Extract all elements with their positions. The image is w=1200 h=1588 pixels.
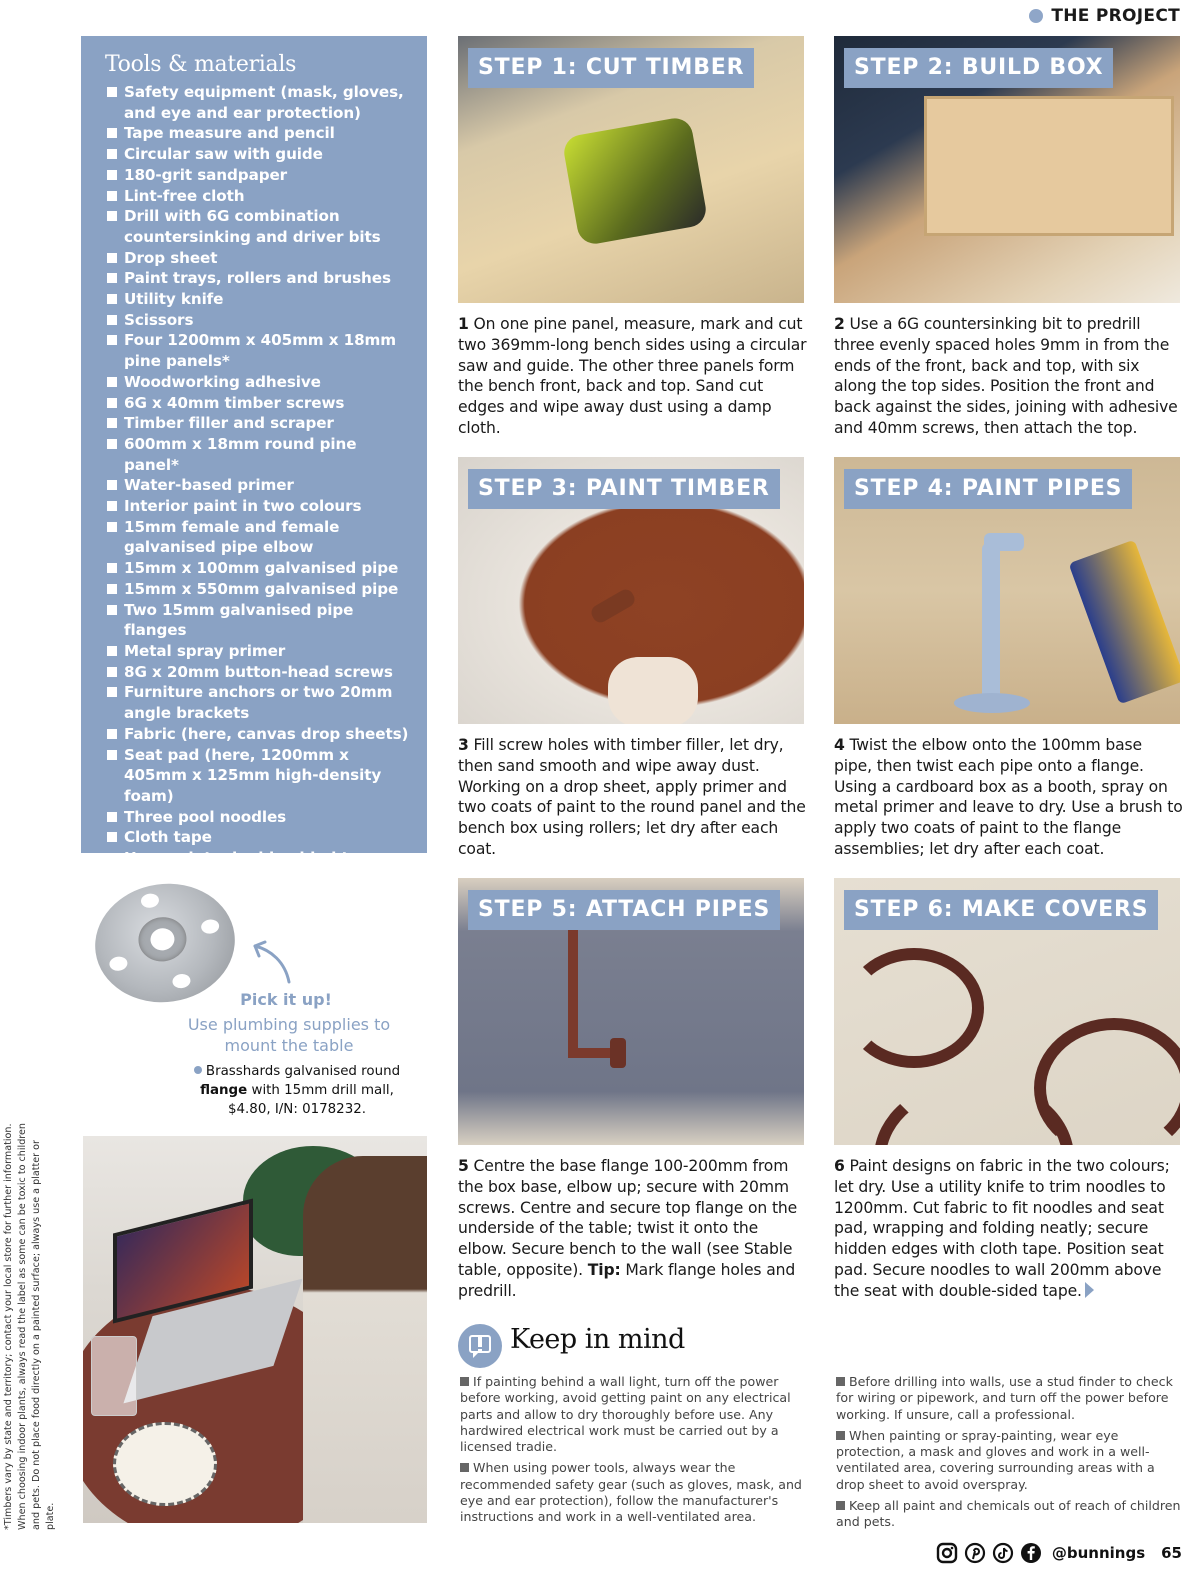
tools-item: Fabric (here, canvas drop sheets) (105, 724, 413, 745)
pinterest-icon[interactable] (964, 1542, 986, 1564)
keep-in-mind-col-1 (460, 1374, 810, 1531)
safety-tip: When painting or spray-painting, wear eye protection, a mask and gloves and work in a well-ventilated area, covering surrounding areas with a drop sheet to avoid overspray. (836, 1427, 1155, 1492)
tiktok-icon[interactable] (992, 1542, 1014, 1564)
step-3-text: 3 Fill screw holes with timber filler, let dry, then sand smooth and wipe away dust. Working on a drop sheet, apply primer and two coats of paint to the round panel and the bench box using rollers; let dry after each coat. (458, 736, 806, 858)
tools-item: Drill with 6G combination countersinking and driver bits (105, 206, 413, 247)
square-bullet-icon (836, 1501, 845, 1510)
page-footer (936, 1542, 1182, 1564)
safety-tip: When using power tools, always wear the recommended safety gear (such as gloves, mask, and eye and ear protection), follow the manufacturer's instructions and work in a well-ventilated area. (460, 1460, 802, 1525)
bullet-dot-icon (194, 1066, 202, 1074)
dot-icon (1029, 9, 1043, 23)
tools-item: Water-based primer (105, 475, 413, 496)
tools-item: 15mm x 550mm galvanised pipe (105, 579, 413, 600)
tools-item: 6G x 40mm timber screws (105, 393, 413, 414)
safety-tip: If painting behind a wall light, turn off the power before working, avoid getting paint on any electrical parts and allow to dry thoroughly before use. Any hardwired electrical work must be carried out by a licensed tradie. (460, 1374, 791, 1455)
section-tag-label: THE PROJECT (1051, 6, 1180, 26)
social-handle[interactable]: @bunnings (1051, 1544, 1146, 1562)
step-4-label: STEP 4: PAINT PIPES (844, 469, 1132, 509)
step-4-text: 4 Twist the elbow onto the 100mm base pipe, then twist each pipe onto a flange. Using a cardboard box as a booth, spray on metal primer and leave to dry. Use a brush to apply two coats of paint to the flange assemblies; let dry after each coat. (834, 736, 1183, 858)
disclaimer-line: When choosing indoor plants, always read the label as some can be toxic to children (17, 1122, 28, 1530)
step-3-label: STEP 3: PAINT TIMBER (468, 469, 780, 509)
step-5-label: STEP 5: ATTACH PIPES (468, 890, 780, 930)
product-name-bold: flange (200, 1083, 248, 1098)
square-bullet-icon (460, 1377, 469, 1386)
step-6-photo (834, 878, 1180, 1145)
tools-item: Drop sheet (105, 248, 413, 269)
tools-item: Utility knife (105, 289, 413, 310)
step-2-text: 2 Use a 6G countersinking bit to predrill three evenly spaced holes 9mm in from the ends of the front, back and top, with six along the top sides. Position the front and back against the sides, joining with adhesive and 40mm screws, then attach the top. (834, 315, 1178, 437)
tools-item: Scissors (105, 310, 413, 331)
tools-item: Woodworking adhesive (105, 372, 413, 393)
step-2-photo (834, 36, 1180, 303)
tools-item: Metal spray primer (105, 641, 413, 662)
tools-item: 180-grit sandpaper (105, 165, 413, 186)
tools-item: Four 1200mm x 405mm x 18mm pine panels* (105, 330, 413, 371)
step-4-photo (834, 457, 1180, 724)
square-bullet-icon (460, 1463, 469, 1472)
tools-item: 8G x 20mm button-head screws (105, 662, 413, 683)
square-bullet-icon (836, 1431, 845, 1440)
tools-list (105, 82, 413, 869)
step-2-label: STEP 2: BUILD BOX (844, 48, 1113, 88)
keep-in-mind-col-2 (836, 1374, 1186, 1536)
tools-item: Safety equipment (mask, gloves, and eye and ear protection) (105, 82, 413, 123)
tools-item: Heavy-duty double-sided tape (105, 848, 413, 869)
square-bullet-icon (836, 1377, 845, 1386)
step-1-label: STEP 1: CUT TIMBER (468, 48, 754, 88)
promo-title: Pick it up! (240, 990, 332, 1009)
safety-tip: Before drilling into walls, use a stud finder to check for wiring or pipework, and turn off the power before working. If unsure, call a professional. (836, 1374, 1173, 1422)
tools-item: Timber filler and scraper (105, 413, 413, 434)
tools-item: 15mm female and female galvanised pipe elbow (105, 517, 413, 558)
curved-arrow-icon (241, 932, 301, 992)
tools-item: Seat pad (here, 1200mm x 405mm x 125mm high-density foam) (105, 745, 413, 807)
product-promo (81, 876, 427, 1126)
facebook-icon[interactable] (1020, 1542, 1042, 1564)
alert-speech-bubble-icon (458, 1324, 502, 1368)
tools-item: 600mm x 18mm round pine panel* (105, 434, 413, 475)
step-6-label: STEP 6: MAKE COVERS (844, 890, 1158, 930)
tools-title: Tools & materials (105, 52, 297, 77)
keep-in-mind-title: Keep in mind (510, 1324, 685, 1355)
tools-materials-box (81, 36, 427, 868)
tools-item: Three pool noodles (105, 807, 413, 828)
tools-item: Lint-free cloth (105, 186, 413, 207)
safety-tip: Keep all paint and chemicals out of reach of children and pets. (836, 1498, 1181, 1530)
keep-in-mind-box (458, 1322, 1188, 1532)
section-tag (1029, 6, 1180, 26)
step-6-text: 6 Paint designs on fabric in the two colours; let dry. Use a utility knife to trim noodles to 1200mm. Cut fabric to fit noodles and seat pad, wrapping and folding neatly; secure hidden edges with cloth tape. Position seat pad. Secure noodles to wall 200mm above the seat with double-sided tape. (834, 1157, 1170, 1300)
tools-item: Interior paint in two colours (105, 496, 413, 517)
step-1-text: 1 On one pine panel, measure, mark and cut two 369mm-long bench sides using a circular saw and guide. The other three panels form the bench front, back and top. Sand cut edges and wipe away dust using a damp cloth. (458, 315, 807, 437)
product-description: Brasshards galvanised round flange with 15mm drill mall, $4.80, I/N: 0178232. (177, 1062, 417, 1119)
tools-item: 15mm x 100mm galvanised pipe (105, 558, 413, 579)
tools-item: Cloth tape (105, 827, 413, 848)
step-3-photo (458, 457, 804, 724)
promo-subtitle: Use plumbing supplies to mount the table (187, 1015, 391, 1055)
step-1-photo (458, 36, 804, 303)
tools-item: Two 15mm galvanised pipe flanges (105, 600, 413, 641)
side-disclaimer (2, 1110, 56, 1530)
disclaimer-line: *Timbers vary by state and territory; contact your local store for further information. (3, 1123, 14, 1530)
continue-arrow-icon (1085, 1282, 1094, 1298)
tools-item: Circular saw with guide (105, 144, 413, 165)
tools-item: Paint trays, rollers and brushes (105, 268, 413, 289)
step-5-photo (458, 878, 804, 1145)
lifestyle-photo (83, 1136, 427, 1523)
tip-label: Tip: (587, 1260, 621, 1279)
tools-item: Furniture anchors or two 20mm angle brackets (105, 682, 413, 723)
tools-item: Tape measure and pencil (105, 123, 413, 144)
instagram-icon[interactable] (936, 1542, 958, 1564)
page-number: 65 (1161, 1544, 1182, 1562)
step-5-text: 5 Centre the base flange 100-200mm from the box base, elbow up; secure with 20mm screws. Centre and secure top flange on the underside of the table; twist it onto the elbow. Secure bench to the wall (see Stable table, opposite). Tip: Mark flange holes and predrill. (458, 1157, 798, 1300)
disclaimer-line: and pets. Do not place food directly on a painted surface; always use a platter or plate. (31, 1140, 56, 1530)
